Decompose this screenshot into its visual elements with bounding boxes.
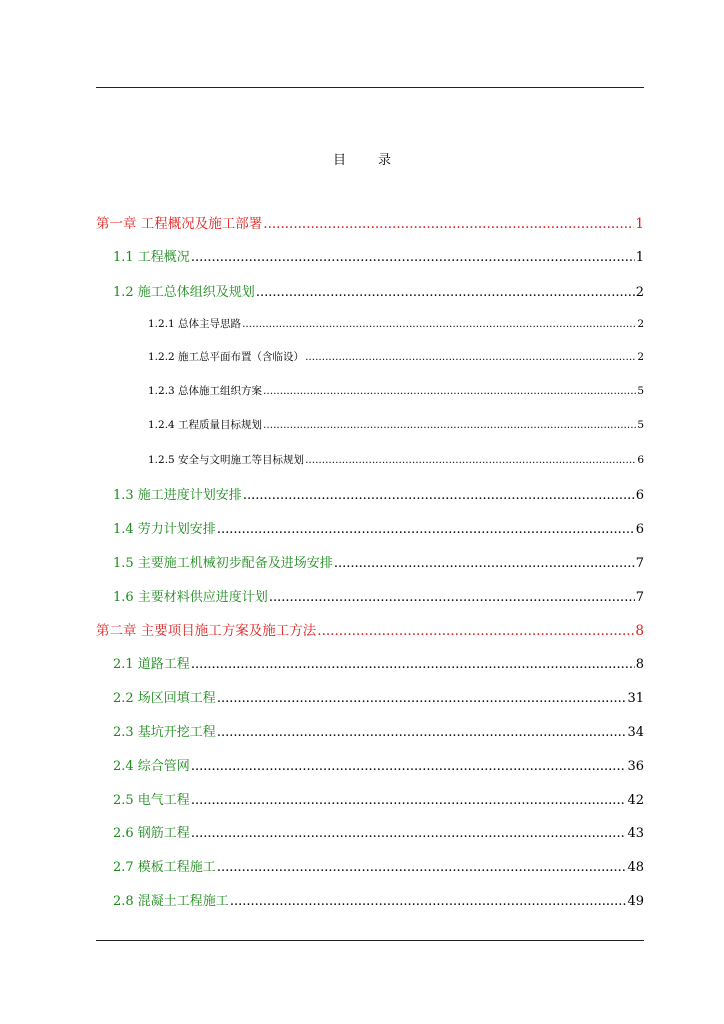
toc-entry-text: 1.2 施工总体组织及规划 bbox=[113, 285, 255, 300]
toc-entry-text: 2.3 基坑开挖工程 bbox=[113, 725, 216, 740]
toc-leader-dots bbox=[263, 419, 636, 431]
toc-entry-2-7[interactable] bbox=[113, 856, 644, 875]
toc-entry-1-1[interactable] bbox=[113, 246, 644, 265]
toc-title bbox=[0, 149, 724, 168]
toc-entry-text: 1.6 主要材料供应进度计划 bbox=[113, 590, 268, 605]
toc-leader-dots bbox=[305, 454, 636, 466]
toc-page-number: 8 bbox=[635, 657, 644, 672]
toc-page-number: 5 bbox=[637, 419, 644, 431]
toc-entry-2-2[interactable] bbox=[113, 687, 644, 706]
toc-leader-dots bbox=[256, 285, 635, 300]
toc-title-part1: 目 bbox=[332, 153, 346, 168]
toc-entry-text: 2.2 场区回填工程 bbox=[113, 691, 216, 706]
header-rule bbox=[96, 87, 644, 88]
toc-entry-text: 2.7 模板工程施工 bbox=[113, 860, 216, 875]
toc-entry-1-5[interactable] bbox=[113, 552, 644, 571]
toc-entry-text: 第二章 主要项目施工方案及施工方法 bbox=[96, 623, 317, 639]
toc-entry-2-4[interactable] bbox=[113, 755, 644, 774]
toc-leader-dots bbox=[217, 691, 627, 706]
toc-leader-dots bbox=[230, 894, 627, 909]
toc-page-number: 36 bbox=[627, 759, 644, 774]
toc-entry-text: 第一章 工程概况及施工部署 bbox=[96, 216, 263, 232]
toc-entry-2-5[interactable] bbox=[113, 789, 644, 808]
toc-page-number: 6 bbox=[635, 488, 644, 503]
toc-entry-1-2-1[interactable] bbox=[148, 316, 644, 331]
toc-page-number: 48 bbox=[627, 860, 644, 875]
toc-leader-dots bbox=[191, 250, 635, 265]
toc-page-number: 6 bbox=[637, 454, 644, 466]
toc-entry-text: 2.4 综合管网 bbox=[113, 759, 190, 774]
toc-entry-text: 1.2.3 总体施工组织方案 bbox=[148, 385, 263, 397]
toc-leader-dots bbox=[263, 216, 634, 232]
toc-page-number: 42 bbox=[627, 793, 644, 808]
toc-leader-dots bbox=[191, 759, 627, 774]
toc-leader-dots bbox=[305, 351, 636, 363]
toc-entry-1-2-5[interactable] bbox=[148, 452, 644, 467]
toc-leader-dots bbox=[217, 522, 635, 537]
toc-entry-1-3[interactable] bbox=[113, 484, 644, 503]
toc-entry-text: 2.1 道路工程 bbox=[113, 657, 190, 672]
toc-page-number: 1 bbox=[635, 250, 644, 265]
toc-entry-2-6[interactable] bbox=[113, 822, 644, 841]
toc-leader-dots bbox=[269, 590, 635, 605]
toc-leader-dots bbox=[191, 793, 627, 808]
toc-entry-2-1[interactable] bbox=[113, 653, 644, 672]
toc-leader-dots bbox=[217, 860, 627, 875]
toc-entry-1-2[interactable] bbox=[113, 281, 644, 300]
toc-page-number: 6 bbox=[635, 522, 644, 537]
toc-entry-1-2-2[interactable] bbox=[148, 349, 644, 364]
toc-page-number: 43 bbox=[627, 826, 644, 841]
toc-leader-dots bbox=[243, 488, 635, 503]
toc-entry-text: 1.2.1 总体主导思路 bbox=[148, 318, 242, 330]
toc-entry-text: 1.2.2 施工总平面布置（含临设） bbox=[148, 351, 305, 363]
toc-page-number: 31 bbox=[627, 691, 644, 706]
toc-page-number: 1 bbox=[635, 216, 644, 232]
toc-leader-dots bbox=[217, 725, 627, 740]
toc-page-number: 2 bbox=[635, 285, 644, 300]
toc-leader-dots bbox=[191, 657, 635, 672]
toc-entry-text: 1.4 劳力计划安排 bbox=[113, 522, 216, 537]
toc-page-number: 7 bbox=[635, 556, 644, 571]
toc-page-number: 34 bbox=[627, 725, 644, 740]
toc-leader-dots bbox=[334, 556, 635, 571]
toc-entry-1-4[interactable] bbox=[113, 518, 644, 537]
toc-title-part2: 录 bbox=[378, 153, 392, 168]
toc-entry-text: 2.8 混凝土工程施工 bbox=[113, 894, 229, 909]
toc-page-number: 2 bbox=[637, 318, 644, 330]
toc-entry-text: 1.2.4 工程质量目标规划 bbox=[148, 419, 263, 431]
toc-entry-2-8[interactable] bbox=[113, 890, 644, 909]
footer-rule bbox=[96, 940, 644, 941]
toc-page-number: 5 bbox=[637, 385, 644, 397]
toc-leader-dots bbox=[263, 385, 636, 397]
toc-page-number: 7 bbox=[635, 590, 644, 605]
toc-entry-text: 1.1 工程概况 bbox=[113, 250, 190, 265]
toc-entry-text: 1.5 主要施工机械初步配备及进场安排 bbox=[113, 556, 333, 571]
toc-page-number: 8 bbox=[635, 623, 644, 639]
toc-leader-dots bbox=[242, 318, 636, 330]
toc-entry-text: 2.6 钢筋工程 bbox=[113, 826, 190, 841]
toc-page-number: 49 bbox=[627, 894, 644, 909]
toc-leader-dots bbox=[191, 826, 627, 841]
toc-entry-text: 1.2.5 安全与文明施工等目标规划 bbox=[148, 454, 305, 466]
toc-entry-1-2-3[interactable] bbox=[148, 383, 644, 398]
toc-entry-text: 1.3 施工进度计划安排 bbox=[113, 488, 242, 503]
toc-page-number: 2 bbox=[637, 351, 644, 363]
toc-entry-text: 2.5 电气工程 bbox=[113, 793, 190, 808]
toc-entry-2-3[interactable] bbox=[113, 721, 644, 740]
toc-entry-chapter-1[interactable] bbox=[96, 212, 644, 232]
toc-leader-dots bbox=[317, 623, 634, 639]
toc-entry-1-6[interactable] bbox=[113, 586, 644, 605]
toc-entry-chapter-2[interactable] bbox=[96, 619, 644, 639]
toc-entry-1-2-4[interactable] bbox=[148, 417, 644, 432]
